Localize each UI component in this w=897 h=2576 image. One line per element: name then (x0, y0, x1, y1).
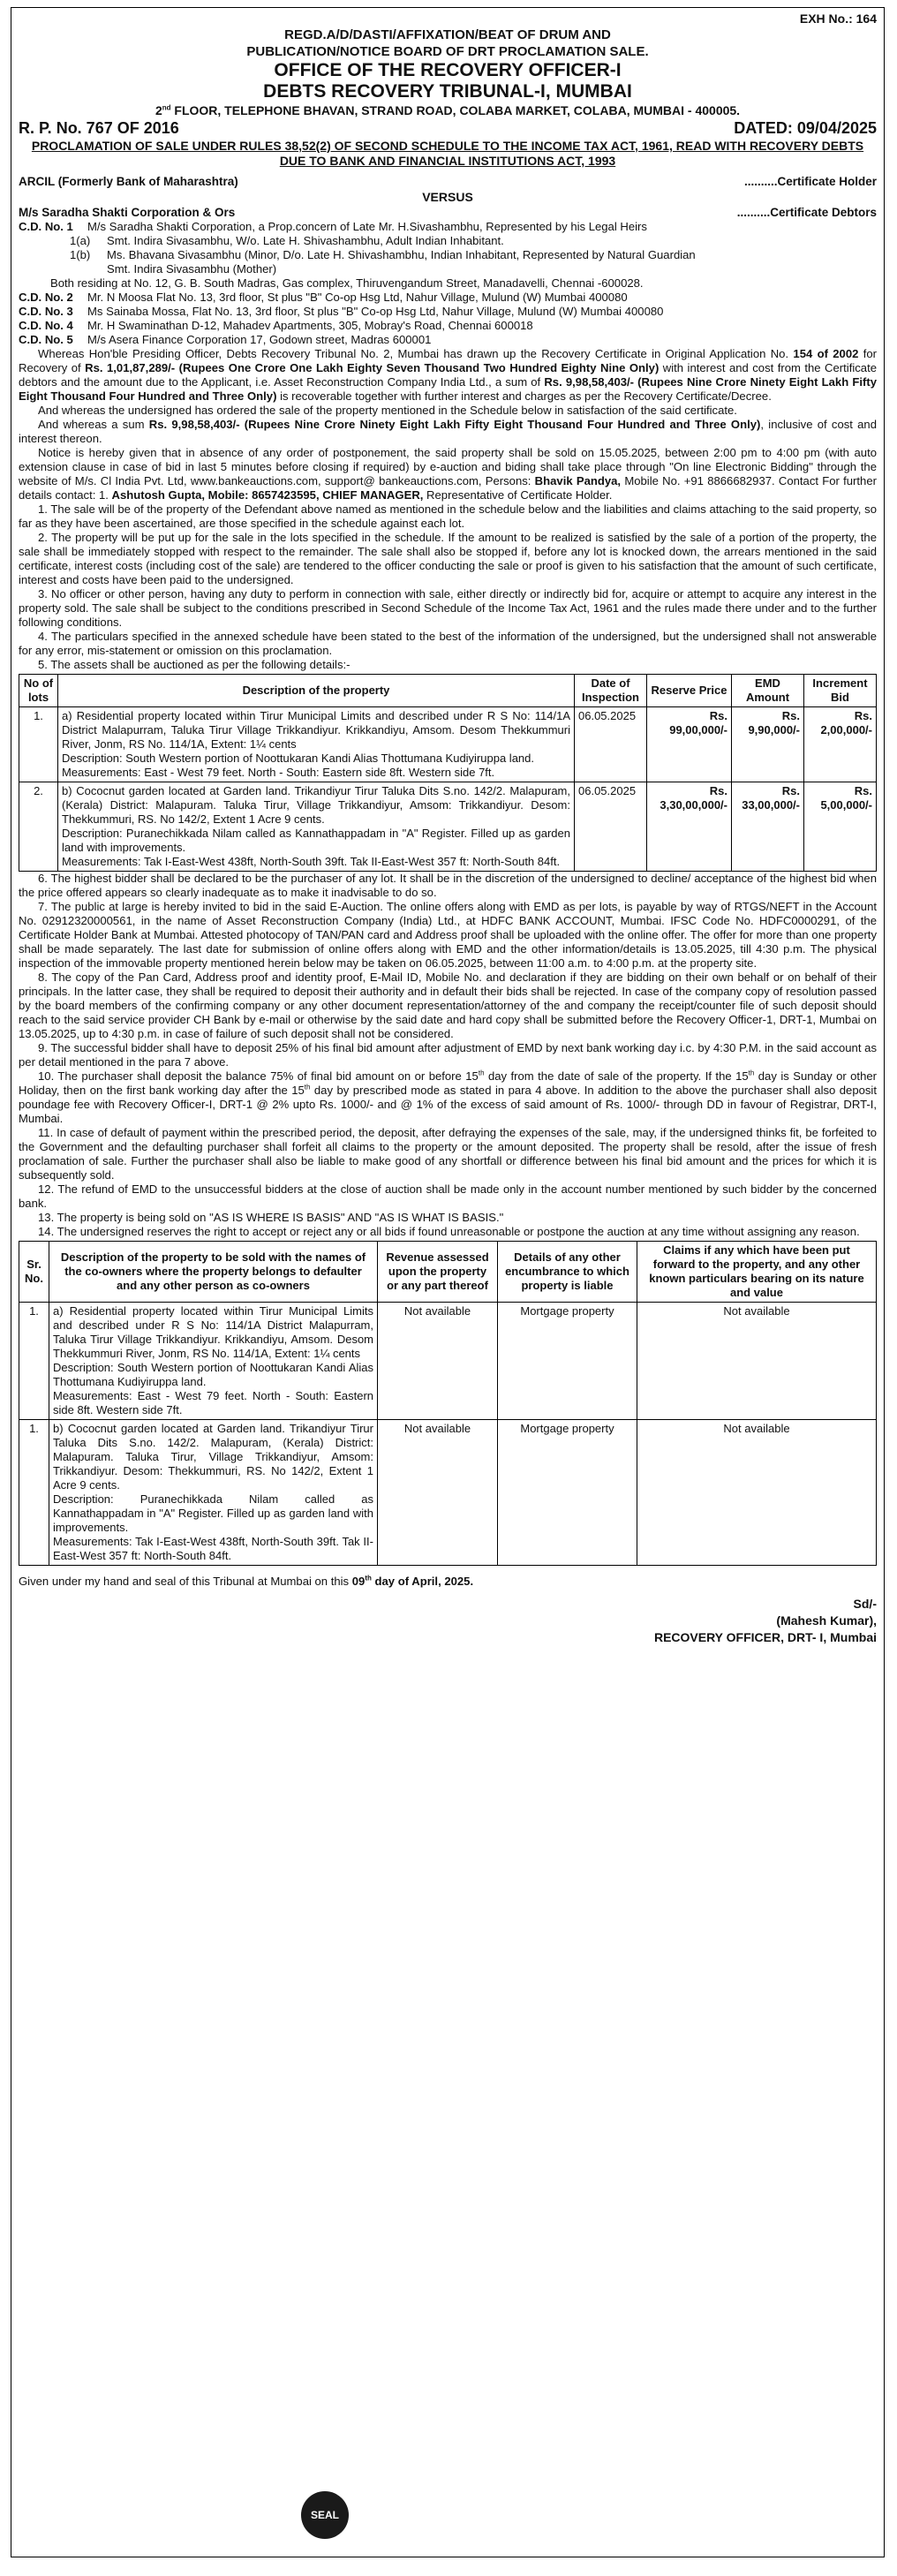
clause-9: 9. The successful bidder shall have to deposit 25% of his final bid amount after adjustment of EMD by next bank working day i.c. by 4:30 P.M. in the said account as per detail mentioned in the para 7 above. (19, 1041, 877, 1069)
clause-4: 4. The particulars specified in the annexed schedule have been stated to the best of the information of the undersigned, but the undersigned shall not answerable for any error, mis-statement or omission on this proclamation. (19, 630, 877, 657)
office-address: 2nd FLOOR, TELEPHONE BHAVAN, STRAND ROAD, COLABA MARKET, COLABA, MUMBAI - 400005. (155, 103, 741, 117)
clause-7: 7. The public at large is hereby invited to bid in the said E-Auction. The online offers along with EMD as per lots, is payable by way of RTGS/NEFT in the Account No. 02912320000561, in the name of Asset Reconstruction Company (India) Ltd., at HDFC BANK ACCOUNT, Mumbai. IFSC Code No. HDFC0000291, of the Certificate Holder Bank at Mumbai. Attested photocopy of TAN/PAN card and Address proof shall be uploaded with the online offer. The offer for more than one property shall be made separately. The last date for submission of online offers along with EMD and the other information/details is 13.05.2025, till 4:30 p.m. The physical inspection of the immovable property mentioned herein below may be taken on 06.05.2025, between 11:00 a.m. to 4:00 p.m. at the property site. (19, 900, 877, 970)
clause-12: 12. The refund of EMD to the unsuccessful bidders at the close of auction shall be made only in the account number mentioned by such bidder by the concerned bank. (19, 1182, 877, 1210)
col-header: Claims if any which have been put forward to the property, and any other known particulars bearing on its nature and value (637, 1242, 877, 1303)
table-row (19, 1303, 877, 1420)
col-header: Revenue assessed upon the property or any part thereof (378, 1242, 498, 1303)
certificate-holder-row (19, 174, 877, 189)
col-header: Increment Bid (804, 675, 877, 707)
col-header: Date of Inspection (575, 675, 647, 707)
certificate-holder-role: ..........Certificate Holder (743, 175, 877, 188)
seal-stamp: SEAL (301, 2491, 349, 2539)
lot-number: 2. (19, 782, 58, 872)
officer-title: RECOVERY OFFICER, DRT- I, Mumbai (653, 1630, 877, 1644)
sr-number: 1. (19, 1420, 49, 1566)
col-header: Description of the property to be sold with the names of the co-owners where the property belongs to defaulter and any other person as co-owners (49, 1242, 378, 1303)
versus: VERSUS (422, 190, 473, 204)
increment-bid: Rs. 2,00,000/- (804, 707, 877, 782)
cd-1b-guardian: Smt. Indira Sivasambhu (Mother) (107, 262, 277, 276)
cd-3: C.D. No. 3 Ms Sainaba Mossa, Flat No. 13, 3rd floor, St plus "B" Co-op Hsg Ltd, Nahur Village, Mulund (W) Mumbai 400080 (19, 305, 664, 318)
certificate-debtors-row (19, 205, 877, 220)
clause-14: 14. The undersigned reserves the right to accept or reject any or all bids if found unreasonable or postpone the auction at any time without assigning any reason. (38, 1225, 860, 1238)
sum-paragraph: And whereas a sum Rs. 9,98,58,403/- (Rupees Nine Crore Ninety Eight Lakh Fifty Eight Thousand Four Hundred and Three Only), inclusive of cost and interest thereon. (19, 418, 877, 445)
tribunal-title: DEBTS RECOVERY TRIBUNAL-I, MUMBAI (263, 81, 632, 102)
reserve-price: Rs. 3,30,00,000/- (647, 782, 732, 872)
dated: DATED: 09/04/2025 (734, 119, 877, 137)
cd-1: C.D. No. 1 M/s Saradha Shakti Corporation, a Prop.concern of Late Mr. H.Sivashambhu, Represented by his Legal Heirs (19, 220, 647, 233)
exhibit-number: EXH No.: 164 (799, 11, 877, 26)
cd-2: C.D. No. 2 Mr. N Moosa Flat No. 13, 3rd floor, St plus "B" Co-op Hsg Ltd, Nahur Village, Mulund (W) Mumbai 400080 (19, 291, 628, 304)
given-under-hand: Given under my hand and seal of this Tribunal at Mumbai on this 09th day of April, 2025. (19, 1574, 474, 1588)
clause-1: 1. The sale will be of the property of the Defendant above named as mentioned in the schedule below and the liabilities and claims attaching to the said property, so far as they have been ascertained, are those specified in the schedule against each lot. (19, 502, 877, 530)
cd-1a: 1(a) Smt. Indira Sivasambhu, W/o. Late H. Shivashambhu, Adult Indian Inhabitant. (70, 234, 504, 247)
proclamation-heading: PROCLAMATION OF SALE UNDER RULES 38,52(2) OF SECOND SCHEDULE TO THE INCOME TAX ACT, 1961, READ WITH RECOVERY DEBTS DUE TO BANK AND FINANCIAL INSTITUTIONS ACT, 1993 (31, 139, 864, 168)
sd-mark: Sd/- (853, 1597, 877, 1611)
col-header: No of lots (19, 675, 58, 707)
schedule-table (19, 1241, 877, 1566)
lot-description: a) Residential property located within Tirur Municipal Limits and described under R S No: 114/1A District Malapurram, Taluka Tirur Village Trikkandiyur. Krikkandiyu, Amsom. Desom Thekkummuri River, Jonm, RS No. 114/1A, Extent: 1¼ cents Description: South Western portion of Noottukaran Kandi Alias Thottumana Kudiyiruppa land. Measurements: East - West 79 feet. North - South: Eastern side 8ft. Western side 7ft. (58, 707, 575, 782)
property-description: a) Residential property located within Tirur Municipal Limits and described under R S No: 114/1A District Malapurram, Taluka Tirur Village Trikkandiyur. Krikkandiyu, Amsom. Desom Thekkummuri River, Jonm, RS No. 114/1A, Extent: 1¼ cents Description: South Western portion of Noottukaran Kandi Alias Thottumana Kudiyiruppa land. Measurements: East - West 79 feet. North - South: Eastern side 8ft. Western side 7ft. (49, 1303, 378, 1420)
sr-number: 1. (19, 1303, 49, 1420)
increment-bid: Rs. 5,00,000/- (804, 782, 877, 872)
reserve-price: Rs. 99,00,000/- (647, 707, 732, 782)
emd-amount: Rs. 9,90,000/- (732, 707, 804, 782)
whereas-paragraph: Whereas Hon'ble Presiding Officer, Debts Recovery Tribunal No. 2, Mumbai has drawn up the Recovery Certificate in Original Application No. 154 of 2002 for Recovery of Rs. 1,01,87,289/- (Rupees One Crore One Lakh Eighty Seven Thousand Two Hundred Eighty Nine Only) with interest and cost from the Certificate debtors and the amount due to the Applicant, i.e. Asset Reconstruction Company India Ltd., a sum of Rs. 9,98,58,403/- (Rupees Nine Crore Ninety Eight Lakh Fifty Eight Thousand Four Hundred and Three Only) is recoverable together with further interest and charges as per the Recovery Certificate/Decree. (19, 347, 878, 403)
clause-13: 13. The property is being sold on "AS IS WHERE IS BASIS" AND "AS IS WHAT IS BASIS." (38, 1211, 504, 1224)
cd-4: C.D. No. 4 Mr. H Swaminathan D-12, Mahadev Apartments, 305, Mobray's Road, Chennai 600018 (19, 319, 533, 332)
certificate-debtors: M/s Saradha Shakti Corporation & Ors (19, 206, 236, 219)
revenue: Not available (378, 1420, 498, 1566)
col-header: Sr. No. (19, 1242, 49, 1303)
cd-1b: 1(b) Ms. Bhavana Sivasambhu (Minor, D/o. Late H. Shivashambhu, Indian Inhabitant, Represented by Natural Guardian (70, 248, 696, 261)
clause-8: 8. The copy of the Pan Card, Address proof and identity proof, E-Mail ID, Mobile No. and declaration if they are bidding on their own behalf or on behalf of their principals. In the latter case, they shall be required to deposit their authority and in default their bids shall be rejected. In case of the company copy of resolution passed by the board members of the confirming company or any other document representation/attorney of the and company the receipt/counter file of such deposit should reach to the said service provider CH Bank by e-mail or otherwise by the said date and hard copy shall be submitted before the Recovery Officer-1, DRT-1, Mumbai on 13.05.2025, up to 4:30 p.m. in case of failure of such deposit shall not be considered. (19, 971, 877, 1040)
header-line-2: PUBLICATION/NOTICE BOARD OF DRT PROCLAMATION SALE. (246, 44, 649, 59)
notice-paragraph: Notice is hereby given that in absence of any order of postponement, the said property shall be sold on 15.05.2025, between 2:00 pm to 4:00 pm (with auto extension clause in case of bid in last 5 minutes before closing if required) by e-auction and biding shall take place through "On line Electronic Bidding" through the website of M/s. Cl India Pvt. Ltd, www.bankeauctions.com, support@ bankeauctions.com, Persons: Bhavik Pandya, Mobile No. +91 8866682937. Contact For further details contact: 1. Ashutosh Gupta, Mobile: 8657423595, CHIEF MANAGER, Representative of Certificate Holder. (19, 446, 877, 502)
ordered-paragraph: And whereas the undersigned has ordered the sale of the property mentioned in the Schedule below in satisfaction of the said certificate. (38, 404, 737, 417)
certificate-holder: ARCIL (Formerly Bank of Maharashtra) (19, 175, 238, 188)
case-number-row (19, 119, 877, 138)
emd-amount: Rs. 33,00,000/- (732, 782, 804, 872)
encumbrance: Mortgage property (498, 1303, 637, 1420)
table-row (19, 1420, 877, 1566)
table-row (19, 782, 877, 872)
office-title: OFFICE OF THE RECOVERY OFFICER-I (274, 60, 622, 80)
clause-6: 6. The highest bidder shall be declared to be the purchaser of any lot. It shall be in the discretion of the undersigned to decline/ acceptance of the highest bid when the price offered appears so clearly inadequate as to make it inadvisable to do so. (19, 872, 877, 899)
officer-name: (Mahesh Kumar), (776, 1613, 877, 1628)
certificate-debtors-role: ..........Certificate Debtors (736, 206, 877, 219)
auction-lots-table (19, 674, 877, 872)
encumbrance: Mortgage property (498, 1420, 637, 1566)
revenue: Not available (378, 1303, 498, 1420)
col-header: Description of the property (58, 675, 575, 707)
col-header: Reserve Price (647, 675, 732, 707)
lot-number: 1. (19, 707, 58, 782)
proclamation-notice (11, 7, 885, 2557)
signature-block (19, 1596, 877, 1646)
clause-5: 5. The assets shall be auctioned as per the following details:- (38, 658, 351, 671)
clause-11: 11. In case of default of payment within the prescribed period, the deposit, after defraying the expenses of the sale, may, if the undersigned thinks fit, be forfeited to the Government and the defaulting purchaser shall forfeit all claims to the property or the amount deposited. The property shall be resold, after the issue of fresh proclamation of sale. Further the purchaser shall also be liable to make good of any shortfall or difference between his final bid amount and the prices for which it is subsequently sold. (19, 1126, 877, 1182)
rp-number: R. P. No. 767 OF 2016 (19, 119, 179, 137)
table-header-row (19, 1242, 877, 1303)
header-line-1: REGD.A/D/DASTI/AFFIXATION/BEAT OF DRUM AND (284, 27, 611, 42)
cd-5: C.D. No. 5 M/s Asera Finance Corporation 17, Godown street, Madras 600001 (19, 333, 432, 346)
property-description: b) Cococnut garden located at Garden land. Trikandiyur Tirur Taluka Dits S.no. 142/2. Malapuram, (Kerala) District: Malapuram. Taluka Tirur, Village Trikkandiyur, Amsom: Trikkandiyur. Desom: Thekkummuri, RS. No 142/2, Extent 1 Acre 9 cents. Description: Puranechikkada Nilam called as Kannathappadam in "A" Register. Filled up as garden land with improvements. Measurements: Tak I-East-West 438ft, North-South 39ft. Tak II-East-West 357 ft: North-South 84ft. (49, 1420, 378, 1566)
inspection-date: 06.05.2025 (575, 782, 647, 872)
table-row (19, 707, 877, 782)
clause-2: 2. The property will be put up for the sale in the lots specified in the schedule. If the amount to be realized is satisfied by the sale of a portion of the property, the sale shall be immediately stopped with respect to the remainder. The sale shall also be stopped if, before any lot is knocked down, the arrears mentioned in the said certificate, interest costs (including cost of the sale) are tendered to the officer conducting the sale or proof is given to his satisfaction that the amount of such certificate, interest and costs have been paid to the undersigned. (19, 531, 877, 586)
col-header: Details of any other encumbrance to which property is liable (498, 1242, 637, 1303)
clause-10: 10. The purchaser shall deposit the balance 75% of final bid amount on or before 15th day from the date of sale of the property. If the 15th day is Sunday or other Holiday, then on the first bank working day after the 15th day by prescribed mode as stated in para 4 above. In addition to the above the purchaser shall also deposit poundage fee with Recovery Officer-I, DRT-1 @ 2% upto Rs. 1000/- and @ 1% of the excess of said amount of Rs. 1000/- through DD in favour of Registrar, DRT-I, Mumbai. (19, 1069, 877, 1125)
lot-description: b) Cococnut garden located at Garden land. Trikandiyur Tirur Taluka Dits S.no. 142/2. Malapuram, (Kerala) District: Malapuram. Taluka Tirur, Village Trikkandiyur, Amsom: Trikkandiyur. Desom: Thekkummuri, RS. No 142/2, Extent 1 Acre 9 cents. Description: Puranechikkada Nilam called as Kannathappadam in "A" Register. Filled up as garden land with improvements. Measurements: Tak I-East-West 438ft, North-South 39ft. Tak II-East-West 357 ft: North-South 84ft. (58, 782, 575, 872)
inspection-date: 06.05.2025 (575, 707, 647, 782)
col-header: EMD Amount (732, 675, 804, 707)
table-header-row (19, 675, 877, 707)
claims: Not available (637, 1303, 877, 1420)
cd-1-residence: Both residing at No. 12, G. B. South Madras, Gas complex, Thiruvengandum Street, Manadavelli, Chennai -600028. (50, 276, 644, 290)
claims: Not available (637, 1420, 877, 1566)
clause-3: 3. No officer or other person, having any duty to perform in connection with sale, either directly or indirectly bid for, acquire or attempt to acquire any interest in the property sold. The sale shall be subject to the conditions prescribed in Second Schedule of the Income Tax Act, 1961 and the rules made there under and to the further following conditions. (19, 587, 877, 629)
